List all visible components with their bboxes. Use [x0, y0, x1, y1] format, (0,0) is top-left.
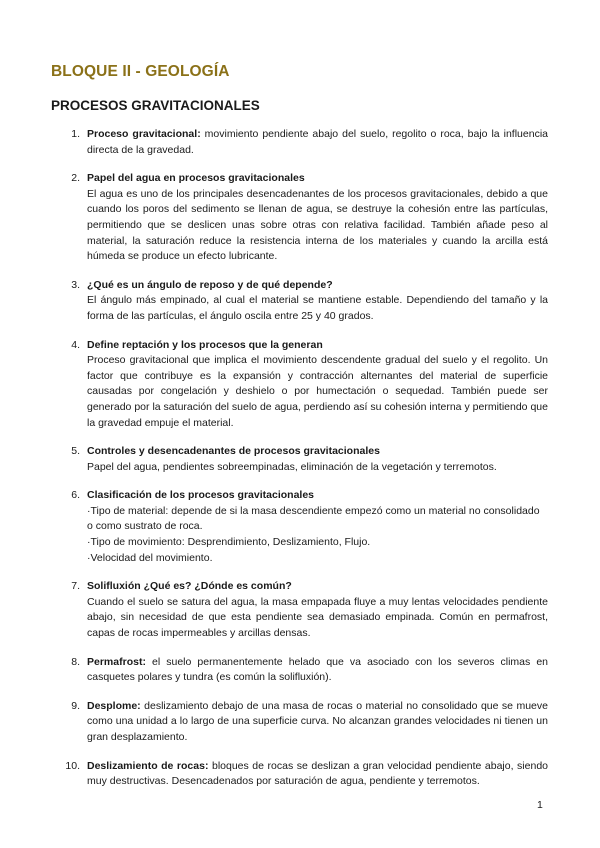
item-heading: Solifluxión ¿Qué es? ¿Dónde es común? [87, 580, 292, 593]
item-term: Proceso gravitacional: [87, 128, 201, 140]
item-text: movimiento pendiente abajo del suelo, regolito o roca, bajo la influencia directa de la gravedad. [87, 128, 548, 156]
item-term: Desplome: [87, 699, 141, 712]
item-heading: Controles y desencadenantes de procesos gravitacionales [87, 445, 380, 458]
item-text: Cuando el suelo se satura del agua, la masa empapada fluye a muy lentas velocidades pendiente abajo, sin necesidad de que esta pendiente sea demasiado empinada. Común en permafrost, capas de rocas impermeables y arcillas densas. [87, 595, 548, 640]
item-text: deslizamiento debajo de una masa de rocas o material no consolidado que se mueve como una unidad a lo largo de una superficie curva. No alcanzan grandes velocidades ni tienen un gran desplazamiento. [87, 699, 548, 743]
item-line: ·Tipo de movimiento: Desprendimiento, Deslizamiento, Flujo. [87, 536, 371, 549]
item-number: 3. [71, 278, 80, 291]
section-title: PROCESOS GRAVITACIONALES [51, 98, 260, 113]
bloque-title: BLOQUE II - GEOLOGÍA [51, 63, 230, 80]
item-line: ·Velocidad del movimiento. [87, 551, 213, 564]
item-heading: Define reptación y los procesos que la generan [87, 338, 323, 351]
list-item-9 [0, 699, 600, 746]
question-list [0, 127, 600, 803]
item-text: Papel del agua, pendientes sobreempinadas, eliminación de la vegetación y terremotos. [87, 460, 497, 473]
item-text: el suelo permanentemente helado que va asociado con los severos climas en casquetes polares y tundra (es común la solifluxión). [87, 655, 548, 684]
list-item-2 [0, 171, 600, 265]
list-item-6 [0, 488, 600, 566]
list-item-8 [0, 655, 600, 686]
item-heading: ¿Qué es un ángulo de reposo y de qué depende? [87, 278, 333, 291]
list-item-5 [0, 444, 600, 475]
item-heading: Papel del agua en procesos gravitacionales [87, 172, 305, 185]
list-item-4 [0, 338, 600, 432]
item-number: 6. [71, 489, 80, 502]
list-item-1 [0, 127, 600, 158]
item-number: 4. [71, 338, 80, 351]
item-text: bloques de rocas se deslizan a gran velocidad pendiente abajo, siendo muy destructivas. Desencadenados por saturación de agua, pendiente y terremotos. [87, 759, 548, 788]
item-term: Permafrost: [87, 655, 146, 668]
item-text: El ángulo más empinado, al cual el material se mantiene estable. Dependiendo del tamaño y la forma de las partículas, el ángulo oscila entre 25 y 40 grados. [87, 294, 548, 322]
list-item-7 [0, 579, 600, 641]
item-number: 10. [65, 759, 80, 772]
item-number: 9. [71, 699, 80, 712]
item-number: 7. [71, 580, 80, 593]
item-text: Proceso gravitacional que implica el movimiento descendente gradual del suelo y el regolito. Un factor que contribuye es la expansión y contracción alternantes del material de superficie causadas por congelación y deshielo o por humectación o sequedad. También puede ser generado por la saturación del suelo de agua, perdiendo así su cohesión interna y permitiendo que la gravedad empuje el material. [87, 354, 548, 429]
item-line: ·Tipo de material: depende de si la masa descendiente empezó como un material no consolidado o como sustrato de roca. [87, 504, 540, 533]
list-item-10 [0, 759, 600, 790]
item-term: Deslizamiento de rocas: [87, 759, 209, 772]
item-heading: Clasificación de los procesos gravitacionales [87, 489, 315, 502]
item-number: 5. [71, 445, 80, 458]
list-item-3 [0, 278, 600, 325]
item-number: 2. [71, 172, 80, 185]
item-number: 8. [71, 655, 80, 668]
page-number: 1 [537, 799, 543, 811]
item-number: 1. [71, 128, 80, 140]
item-text: El agua es uno de los principales desencadenantes de los procesos gravitacionales, debido a que cuando los poros del sedimento se llenan de agua, se destruye la cohesión entre las partículas, permitiendo que se deslicen unas sobre otras con relativa facilidad. También añade peso al material, la saturación reduce la resistencia interna de los materiales y cuando la arcilla está húmeda se produce un efecto lubricante. [87, 187, 548, 263]
